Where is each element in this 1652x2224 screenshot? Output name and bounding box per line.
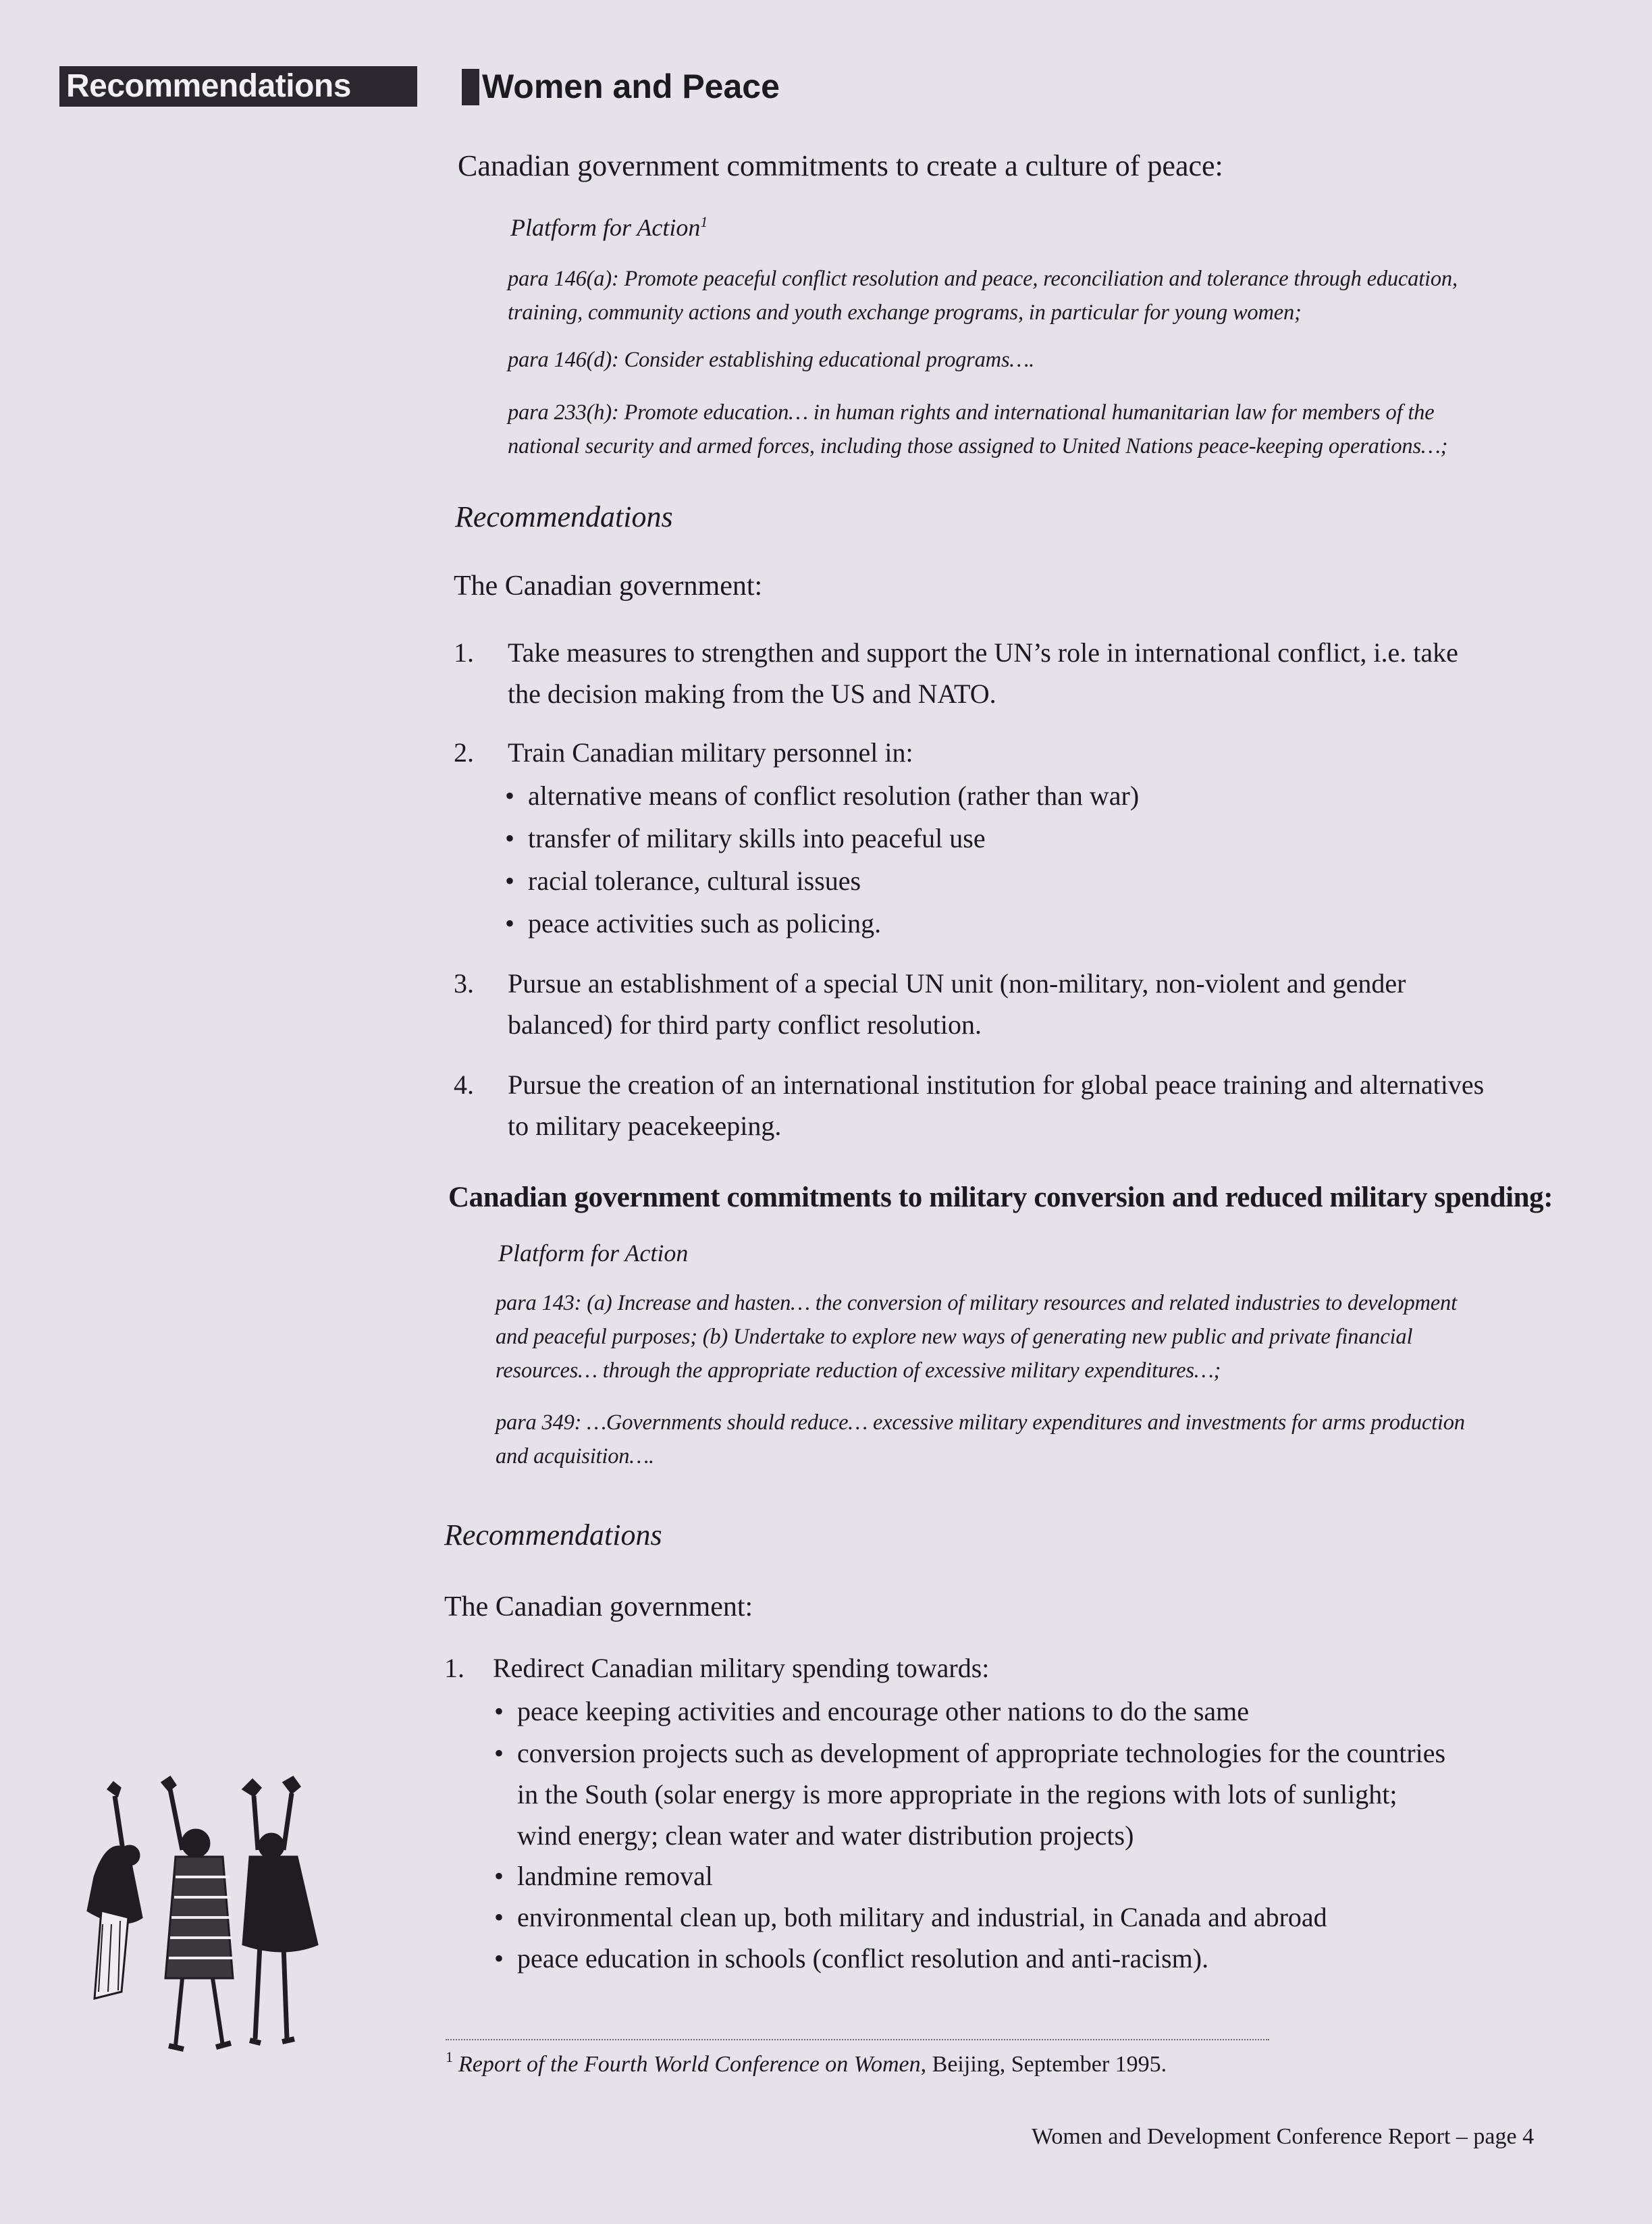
peace-item-2 [454,732,1601,773]
bullet-line: environmental clean up, both military and industrial, in Canada and abroad [517,1902,1327,1932]
para-line: para 349: …Governments should reduce… excessive military expenditures and investments for arms production [496,1410,1465,1435]
bullet-line: peace keeping activities and encourage other nations to do the same [517,1696,1250,1726]
bullet-dot-icon: • [505,908,515,938]
bullet-dot-icon: • [494,1943,504,1974]
military-bullet [494,1732,1601,1856]
peace-bullet: • alternative means of conflict resolution (rather than war) [505,775,1139,816]
peace-source-title-text: Platform for Action [510,214,701,241]
military-bullet [494,1938,1601,1979]
item-number: 1. [454,637,474,668]
military-para-143 [496,1286,1457,1387]
bullet-dot-icon: • [494,1902,504,1932]
military-para-349 [496,1406,1465,1473]
peace-para-233h [508,396,1447,463]
military-recommendations-heading: Recommendations [444,1518,662,1552]
item-line: Train Canadian military personnel in: [508,737,913,768]
bullet-dot-icon: • [494,1861,504,1891]
bullet-line: peace education in schools (conflict resolution and anti-racism). [517,1943,1209,1974]
item-line: balanced) for third party conflict resolution. [508,1009,982,1040]
footnote-rest: , Beijing, September 1995. [920,2052,1167,2077]
item-number: 3. [454,968,474,999]
item-line: Take measures to strengthen and support the UN’s role in international conflict, i.e. take [508,637,1458,668]
bullet-dot-icon: • [494,1738,504,1768]
para-line: and acquisition…. [496,1444,654,1468]
military-commitments-heading: Canadian government commitments to military conversion and reduced military spending: [448,1182,1553,1213]
para-line: para 233(h): Promote education… in human rights and international humanitarian law for members of the [508,400,1435,425]
peace-para-146d [508,343,1034,377]
para-line: para 146(a): Promote peaceful conflict resolution and peace, reconciliation and tolerance through education, [508,267,1458,291]
para-line: para 146(d): Consider establishing educational programs…. [508,348,1035,372]
military-intro: The Canadian government: [444,1591,753,1622]
page-footer: Women and Development Conference Report – page 4 [1032,2124,1535,2149]
para-line: and peaceful purposes; (b) Undertake to explore new ways of generating new public and private financial [496,1325,1413,1349]
section-title: Women and Peace [482,68,780,105]
bullet-line: in the South (solar energy is more appropriate in the regions with lots of sunlight; [517,1779,1397,1809]
item-number: 2. [454,737,474,768]
para-line: resources… through the appropriate reduction of excessive military expenditures…; [496,1358,1221,1383]
peace-item-4 [454,1064,1601,1146]
item-line: to military peacekeeping. [508,1111,782,1141]
peace-bullet: • peace activities such as policing. [505,903,881,944]
bullet-dot-icon: • [505,780,515,811]
peace-source-sup: 1 [700,213,708,230]
peace-item-1 [454,632,1601,714]
peace-para-146a [508,262,1458,329]
footnote-title: Report of the Fourth World Conference on Women [458,2052,921,2077]
title-marker [462,69,479,105]
footnote-marker: 1 [446,2048,453,2065]
peace-recommendations-heading: Recommendations [455,500,673,533]
military-item-1: 1. Redirect Canadian military spending towards: [444,1647,1592,1689]
item-number: 4. [454,1069,474,1100]
military-bullet [494,1691,1601,1732]
peace-bullet: • racial tolerance, cultural issues [505,860,861,901]
bullet-line: wind energy; clean water and water distribution projects) [517,1820,1134,1851]
peace-intro: The Canadian government: [454,571,763,602]
para-line: national security and armed forces, including those assigned to United Nations peace-keeping operations…; [508,434,1448,458]
bullet-line: conversion projects such as development of appropriate technologies for the countries [517,1738,1446,1768]
dancing-women-illustration-icon [81,1776,324,2073]
bullet-dot-icon: • [505,866,515,896]
para-line: training, community actions and youth exchange programs, in particular for young women; [508,300,1302,325]
item-line: Pursue the creation of an international institution for global peace training and alternatives [508,1069,1485,1100]
footnote [446,2040,1167,2082]
peace-source-title [510,206,708,244]
peace-bullet: • transfer of military skills into peaceful use [505,818,986,859]
section-label: Recommendations [59,66,417,107]
peace-commitments-heading: Canadian government commitments to create a culture of peace: [458,149,1223,182]
item-number: 1. [444,1653,464,1683]
bullet-dot-icon: • [494,1696,504,1726]
military-source-title: Platform for Action [498,1240,689,1267]
item-line: Pursue an establishment of a special UN unit (non-military, non-violent and gender [508,968,1406,999]
peace-item-3 [454,963,1601,1045]
para-line: para 143: (a) Increase and hasten… the conversion of military resources and related industries to development [496,1291,1457,1315]
bullet-line: landmine removal [517,1861,713,1891]
military-bullet [494,1855,1601,1897]
item-line: the decision making from the US and NATO. [508,679,996,709]
military-bullet [494,1897,1601,1938]
bullet-dot-icon: • [505,823,515,853]
